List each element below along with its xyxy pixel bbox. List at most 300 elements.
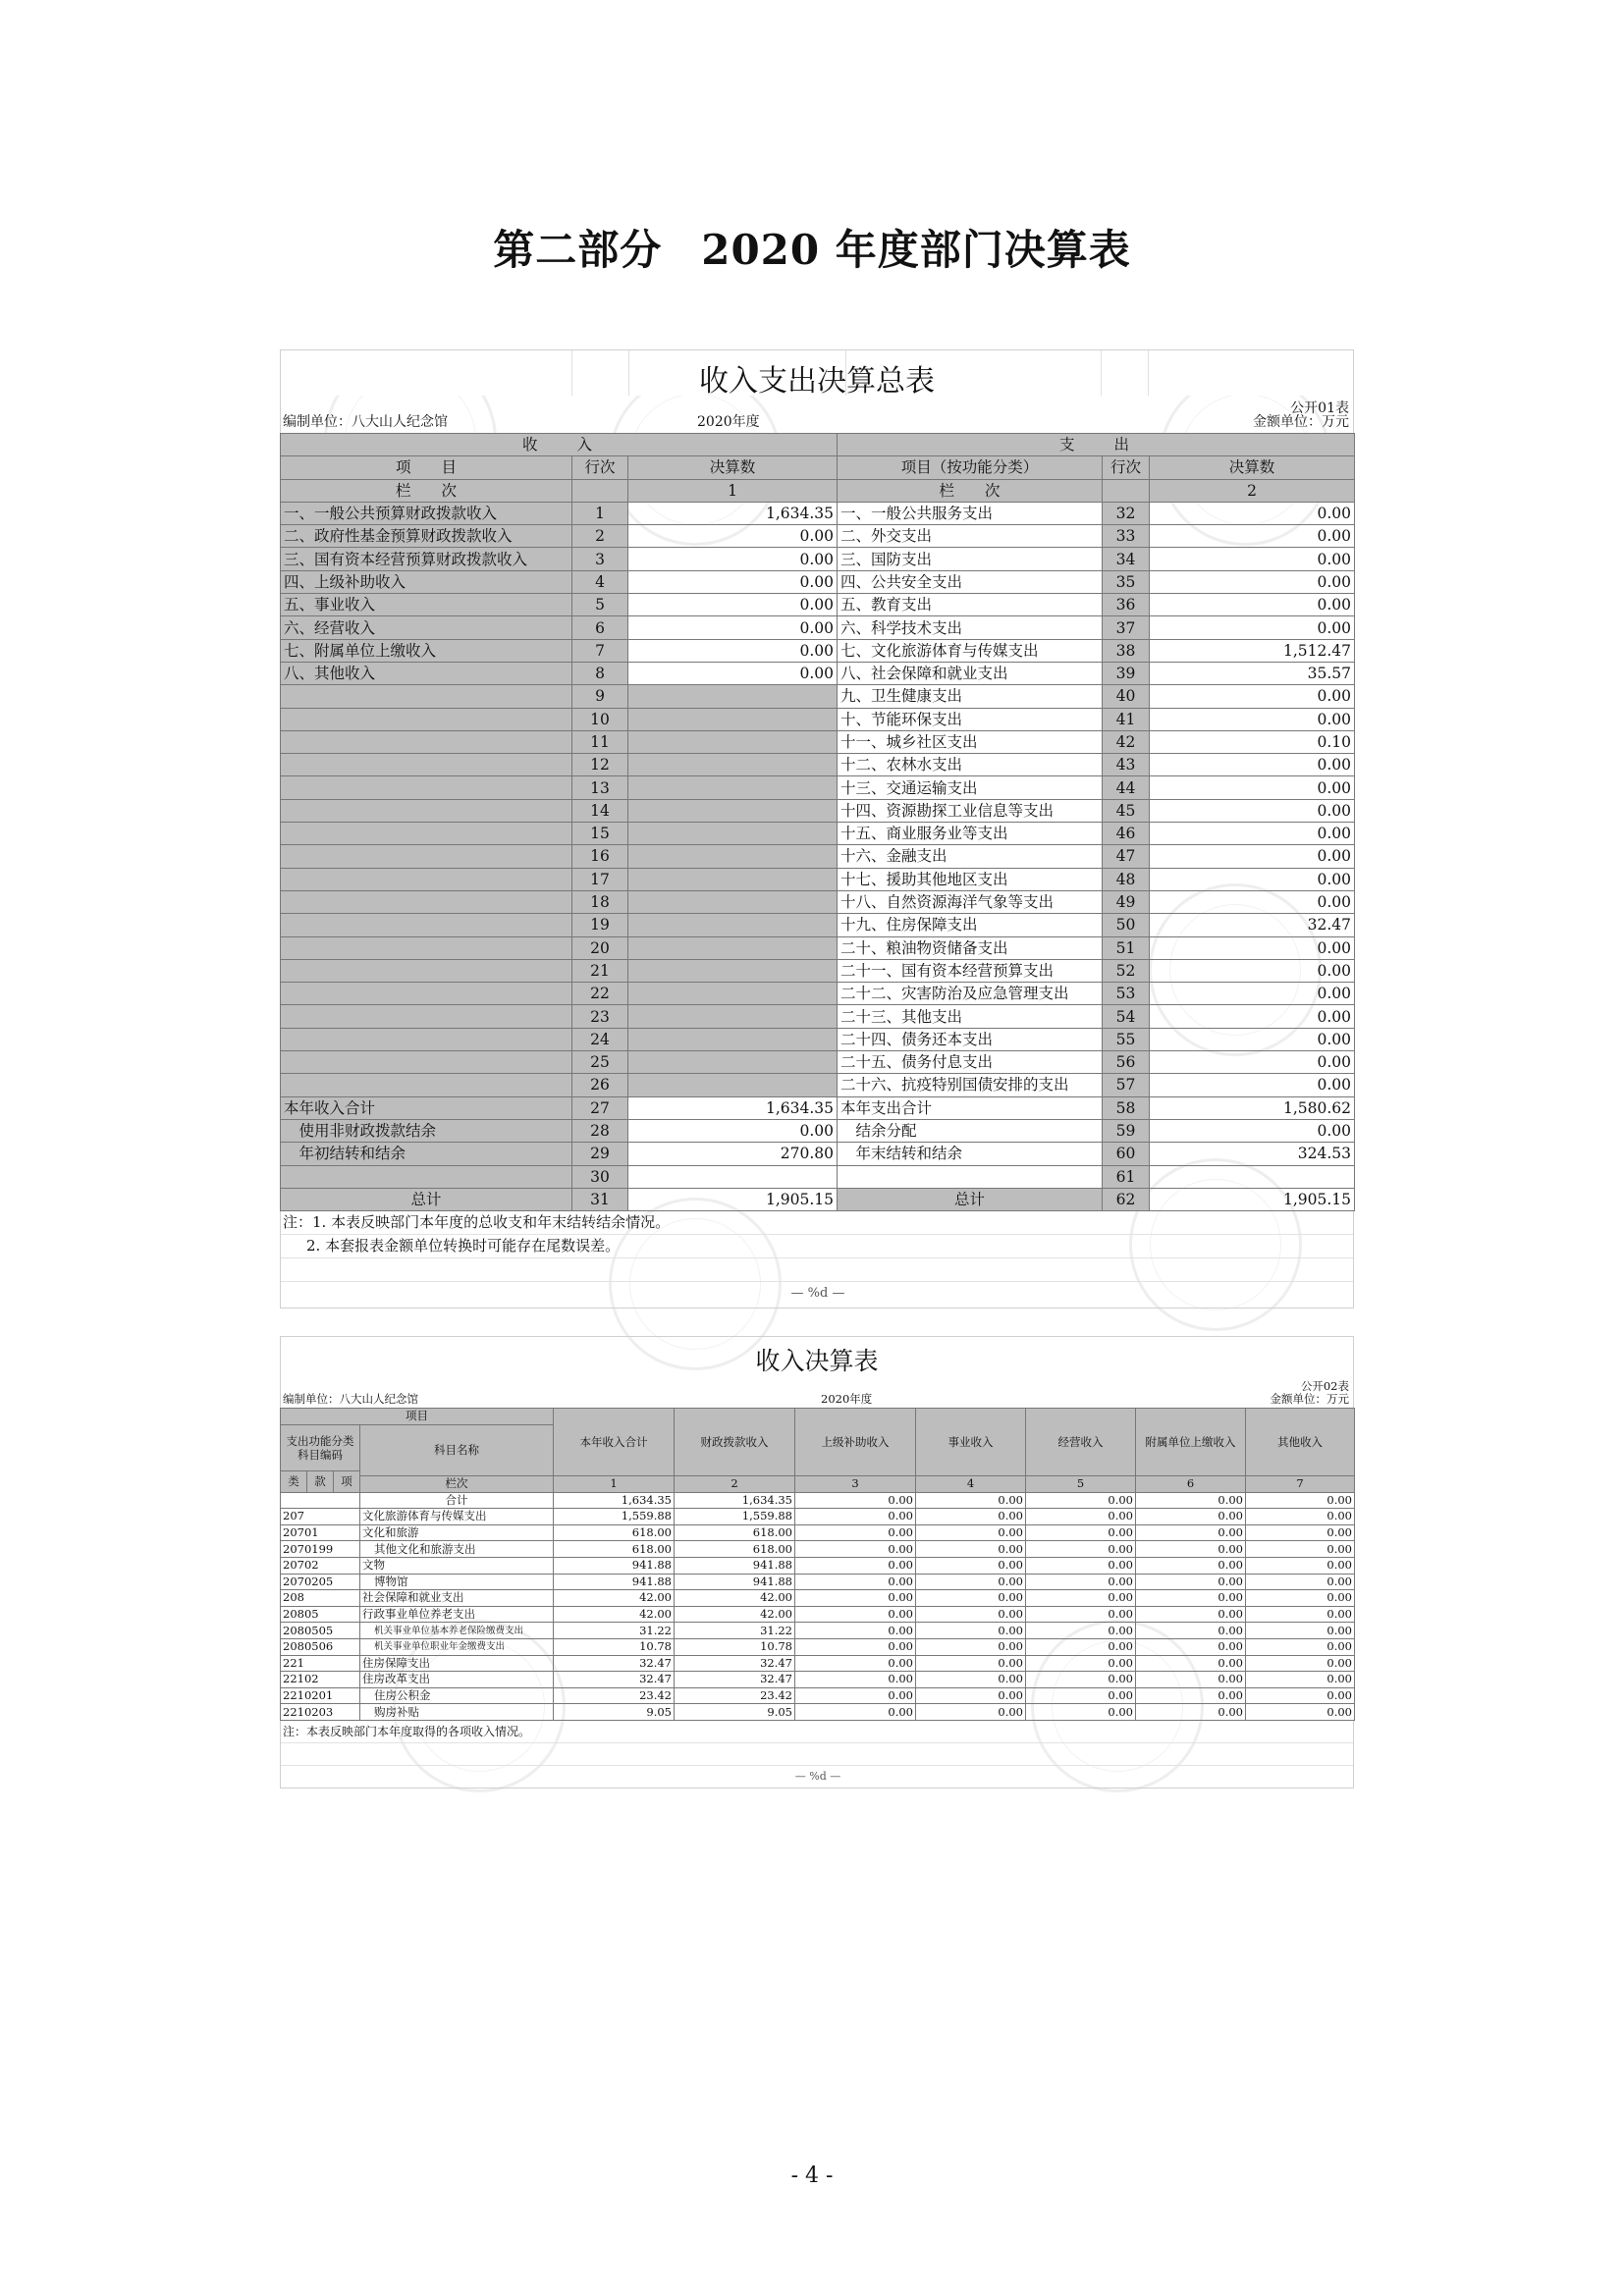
subject-name: 住房改革支出	[360, 1672, 554, 1688]
amount: 0.00	[916, 1541, 1026, 1558]
expense-item: 二十六、抗疫特别国债安排的支出	[838, 1074, 1103, 1096]
expense-item: 十七、援助其他地区支出	[838, 868, 1103, 890]
amount: 0.00	[1246, 1541, 1355, 1558]
table-row	[281, 1143, 1355, 1165]
table1-caption: 收入支出决算总表	[280, 349, 1354, 396]
amount: 42.00	[675, 1590, 795, 1607]
subject-name: 住房保障支出	[360, 1655, 554, 1672]
subject-name: 文物	[360, 1557, 554, 1574]
expense-item: 十九、住房保障支出	[838, 914, 1103, 936]
expense-row-no: 44	[1103, 776, 1150, 799]
income-amount	[628, 754, 838, 776]
header-amount: 决算数	[628, 456, 838, 479]
amount: 0.00	[1026, 1638, 1136, 1655]
table-row	[281, 868, 1355, 890]
income-amount: 0.00	[628, 548, 838, 570]
table1-unit: 金额单位：万元	[1253, 414, 1349, 430]
income-row-no: 30	[572, 1165, 628, 1188]
expense-row-no: 47	[1103, 845, 1150, 868]
amount: 42.00	[554, 1590, 675, 1607]
income-item	[281, 914, 572, 936]
table-row	[281, 616, 1355, 639]
amount: 0.00	[1246, 1606, 1355, 1623]
amount: 0.00	[916, 1590, 1026, 1607]
expense-item: 二十、粮油物资储备支出	[838, 936, 1103, 959]
amount: 9.05	[554, 1704, 675, 1721]
income-item	[281, 868, 572, 890]
table-row	[281, 570, 1355, 593]
expense-row-no: 35	[1103, 570, 1150, 593]
expense-row-no: 59	[1103, 1119, 1150, 1142]
income-amount: 0.00	[628, 594, 838, 616]
amount: 0.00	[916, 1524, 1026, 1541]
table-row	[281, 776, 1355, 799]
amount: 1,559.88	[675, 1509, 795, 1525]
expense-amount: 0.00	[1150, 1005, 1355, 1028]
amount: 0.00	[1136, 1590, 1246, 1607]
amount: 0.00	[1026, 1687, 1136, 1704]
header-amount: 决算数	[1150, 456, 1355, 479]
income-item: 二、政府性基金预算财政拨款收入	[281, 525, 572, 548]
table-row	[281, 1524, 1355, 1541]
income-item: 三、国有资本经营预算财政拨款收入	[281, 548, 572, 570]
amount: 0.00	[795, 1638, 916, 1655]
page-title-text: 2020 年度部门决算表	[701, 226, 1131, 274]
income-amount	[628, 776, 838, 799]
table2-year: 2020年度	[821, 1392, 873, 1406]
amount: 0.00	[1246, 1704, 1355, 1721]
income-item	[281, 1165, 572, 1188]
header-col-label: 栏次	[360, 1476, 554, 1493]
table-row	[281, 730, 1355, 753]
expense-amount: 0.00	[1150, 685, 1355, 708]
expense-row-no: 40	[1103, 685, 1150, 708]
income-amount: 0.00	[628, 570, 838, 593]
income-item	[281, 890, 572, 913]
expense-item: 本年支出合计	[838, 1096, 1103, 1119]
expense-row-no: 42	[1103, 730, 1150, 753]
table2-meta	[280, 1376, 1354, 1408]
page-title	[0, 218, 1624, 277]
amount: 0.00	[1246, 1687, 1355, 1704]
expense-amount: 0.00	[1150, 1051, 1355, 1074]
table-row	[281, 594, 1355, 616]
table2-note: 注：本表反映部门本年度取得的各项收入情况。	[281, 1721, 1353, 1743]
income-item: 本年收入合计	[281, 1096, 572, 1119]
income-item	[281, 754, 572, 776]
header-project: 项目	[281, 1409, 554, 1425]
table1-body	[281, 502, 1355, 1210]
header-col: 附属单位上缴收入	[1136, 1409, 1246, 1476]
expense-item: 五、教育支出	[838, 594, 1103, 616]
amount: 0.00	[1026, 1606, 1136, 1623]
subject-name: 其他文化和旅游支出	[360, 1541, 554, 1558]
table2-footer: — %d —	[794, 1769, 841, 1783]
income-amount	[628, 868, 838, 890]
amount: 0.00	[1026, 1541, 1136, 1558]
amount: 0.00	[1026, 1623, 1136, 1639]
expense-row-no: 51	[1103, 936, 1150, 959]
amount: 618.00	[554, 1524, 675, 1541]
expense-item: 十、节能环保支出	[838, 708, 1103, 730]
header-expense: 支 出	[838, 434, 1355, 456]
subject-name: 文化旅游体育与传媒支出	[360, 1509, 554, 1525]
amount: 32.47	[554, 1655, 675, 1672]
amount: 0.00	[1026, 1704, 1136, 1721]
income-row-no: 22	[572, 983, 628, 1005]
func-code: 2080506	[281, 1638, 360, 1655]
income-amount	[628, 708, 838, 730]
amount: 941.88	[554, 1557, 675, 1574]
income-item	[281, 1074, 572, 1096]
income-item	[281, 776, 572, 799]
table-row	[281, 1638, 1355, 1655]
table2-unit-name: 编制单位：八大山人纪念馆	[283, 1392, 418, 1406]
income-row-no: 13	[572, 776, 628, 799]
expense-amount: 0.00	[1150, 890, 1355, 913]
amount: 0.00	[1246, 1672, 1355, 1688]
amount: 0.00	[795, 1606, 916, 1623]
expense-item: 十六、金融支出	[838, 845, 1103, 868]
expense-amount: 0.00	[1150, 983, 1355, 1005]
table1-grid	[280, 433, 1355, 1211]
income-item	[281, 708, 572, 730]
expense-row-no: 62	[1103, 1188, 1150, 1210]
amount: 0.00	[795, 1655, 916, 1672]
total-value: 0.00	[795, 1492, 916, 1509]
amount: 32.47	[675, 1655, 795, 1672]
table-row	[281, 754, 1355, 776]
amount: 23.42	[554, 1687, 675, 1704]
expense-amount: 0.00	[1150, 959, 1355, 982]
amount: 618.00	[675, 1541, 795, 1558]
expense-amount: 0.00	[1150, 594, 1355, 616]
subject-name: 住房公积金	[360, 1687, 554, 1704]
amount: 0.00	[1026, 1590, 1136, 1607]
expense-item: 总计	[838, 1188, 1103, 1210]
expense-item: 二十三、其他支出	[838, 1005, 1103, 1028]
income-amount: 1,634.35	[628, 502, 838, 524]
income-row-no: 19	[572, 914, 628, 936]
table1-notes	[280, 1211, 1354, 1308]
income-row-no: 10	[572, 708, 628, 730]
income-item: 六、经营收入	[281, 616, 572, 639]
income-row-no: 12	[572, 754, 628, 776]
expense-amount: 1,512.47	[1150, 639, 1355, 662]
income-amount	[628, 730, 838, 753]
income-item	[281, 936, 572, 959]
table-row	[281, 708, 1355, 730]
income-amount	[628, 959, 838, 982]
expense-amount: 0.00	[1150, 936, 1355, 959]
expense-amount: 0.00	[1150, 548, 1355, 570]
func-code: 20805	[281, 1606, 360, 1623]
header-col: 事业收入	[916, 1409, 1026, 1476]
income-item	[281, 823, 572, 845]
expense-item: 十二、农林水支出	[838, 754, 1103, 776]
amount: 0.00	[1246, 1655, 1355, 1672]
income-row-no: 21	[572, 959, 628, 982]
amount: 0.00	[1026, 1655, 1136, 1672]
expense-row-no: 33	[1103, 525, 1150, 548]
amount: 0.00	[1246, 1509, 1355, 1525]
expense-item: 十八、自然资源海洋气象等支出	[838, 890, 1103, 913]
header-income: 收 入	[281, 434, 838, 456]
table-row	[281, 1028, 1355, 1050]
expense-item: 六、科学技术支出	[838, 616, 1103, 639]
expense-row-no: 57	[1103, 1074, 1150, 1096]
amount: 0.00	[1246, 1574, 1355, 1590]
table-row-total	[281, 1492, 1355, 1509]
income-amount	[628, 1165, 838, 1188]
subject-name: 社会保障和就业支出	[360, 1590, 554, 1607]
table1-note: 注：1. 本表反映部门本年度的总收支和年末结转结余情况。	[281, 1211, 1353, 1235]
table-row	[281, 1655, 1355, 1672]
func-code: 20701	[281, 1524, 360, 1541]
expense-amount: 0.00	[1150, 799, 1355, 822]
income-amount	[628, 936, 838, 959]
income-row-no: 14	[572, 799, 628, 822]
income-row-no: 1	[572, 502, 628, 524]
expense-amount: 0.00	[1150, 868, 1355, 890]
table1-meta	[280, 396, 1354, 433]
page-title-part: 第二部分	[493, 226, 663, 274]
income-amount: 1,905.15	[628, 1188, 838, 1210]
table-row	[281, 525, 1355, 548]
table-row	[281, 1557, 1355, 1574]
amount: 0.00	[1026, 1557, 1136, 1574]
income-item: 八、其他收入	[281, 662, 572, 684]
amount: 0.00	[1026, 1672, 1136, 1688]
expense-row-no: 43	[1103, 754, 1150, 776]
amount: 0.00	[1136, 1704, 1246, 1721]
income-item	[281, 1005, 572, 1028]
amount: 31.22	[675, 1623, 795, 1639]
amount: 0.00	[795, 1557, 916, 1574]
func-code: 2070205	[281, 1574, 360, 1590]
income-table	[280, 1336, 1354, 1789]
income-item: 总计	[281, 1188, 572, 1210]
header-xiang: 项	[334, 1471, 360, 1492]
total-value: 0.00	[1136, 1492, 1246, 1509]
income-item	[281, 983, 572, 1005]
income-row-no: 3	[572, 548, 628, 570]
income-row-no: 20	[572, 936, 628, 959]
expense-amount: 0.00	[1150, 1074, 1355, 1096]
amount: 0.00	[1246, 1638, 1355, 1655]
expense-item: 二十一、国有资本经营预算支出	[838, 959, 1103, 982]
header-col-num: 7	[1246, 1476, 1355, 1493]
amount: 0.00	[1246, 1590, 1355, 1607]
expense-row-no: 52	[1103, 959, 1150, 982]
amount: 0.00	[1136, 1623, 1246, 1639]
expense-amount: 1,580.62	[1150, 1096, 1355, 1119]
expense-item: 十一、城乡社区支出	[838, 730, 1103, 753]
amount: 0.00	[916, 1655, 1026, 1672]
subject-name: 购房补贴	[360, 1704, 554, 1721]
amount: 0.00	[916, 1623, 1026, 1639]
expense-item: 二十二、灾害防治及应急管理支出	[838, 983, 1103, 1005]
subject-name: 博物馆	[360, 1574, 554, 1590]
amount: 0.00	[795, 1541, 916, 1558]
func-code: 221	[281, 1655, 360, 1672]
header-col-label: 栏 次	[838, 479, 1103, 502]
income-amount: 270.80	[628, 1143, 838, 1165]
header-item: 项 目	[281, 456, 572, 479]
table-row	[281, 1188, 1355, 1210]
table-row	[281, 936, 1355, 959]
expense-row-no: 50	[1103, 914, 1150, 936]
income-item: 五、事业收入	[281, 594, 572, 616]
expense-row-no: 45	[1103, 799, 1150, 822]
header-col: 经营收入	[1026, 1409, 1136, 1476]
table-row	[281, 1165, 1355, 1188]
amount: 0.00	[1136, 1638, 1246, 1655]
subject-name: 机关事业单位基本养老保险缴费支出	[360, 1623, 554, 1639]
income-row-no: 31	[572, 1188, 628, 1210]
table-row	[281, 548, 1355, 570]
expense-row-no: 46	[1103, 823, 1150, 845]
income-row-no: 4	[572, 570, 628, 593]
expense-item: 二十四、债务还本支出	[838, 1028, 1103, 1050]
amount: 42.00	[554, 1606, 675, 1623]
income-row-no: 25	[572, 1051, 628, 1074]
amount: 941.88	[554, 1574, 675, 1590]
amount: 32.47	[554, 1672, 675, 1688]
table-row	[281, 1590, 1355, 1607]
expense-amount: 35.57	[1150, 662, 1355, 684]
func-code: 20702	[281, 1557, 360, 1574]
expense-amount: 0.10	[1150, 730, 1355, 753]
header-col-num: 4	[916, 1476, 1026, 1493]
amount: 0.00	[916, 1509, 1026, 1525]
income-amount: 0.00	[628, 662, 838, 684]
income-amount	[628, 845, 838, 868]
expense-row-no: 32	[1103, 502, 1150, 524]
income-item: 四、上级补助收入	[281, 570, 572, 593]
func-code: 208	[281, 1590, 360, 1607]
amount: 0.00	[1136, 1509, 1246, 1525]
table-row	[281, 1119, 1355, 1142]
table2-grid	[280, 1408, 1355, 1721]
expense-amount	[1150, 1165, 1355, 1188]
income-row-no: 7	[572, 639, 628, 662]
income-item	[281, 1051, 572, 1074]
amount: 9.05	[675, 1704, 795, 1721]
amount: 31.22	[554, 1623, 675, 1639]
amount: 0.00	[1136, 1524, 1246, 1541]
table1-footer: — %d —	[790, 1286, 845, 1302]
table-row	[281, 1704, 1355, 1721]
expense-amount: 0.00	[1150, 776, 1355, 799]
income-amount	[628, 890, 838, 913]
amount: 23.42	[675, 1687, 795, 1704]
func-code: 2080505	[281, 1623, 360, 1639]
table-row	[281, 1623, 1355, 1639]
header-col: 上级补助收入	[795, 1409, 916, 1476]
table-row	[281, 1672, 1355, 1688]
expense-row-no: 37	[1103, 616, 1150, 639]
func-code: 207	[281, 1509, 360, 1525]
expense-row-no: 58	[1103, 1096, 1150, 1119]
header-col: 本年收入合计	[554, 1409, 675, 1476]
table-row	[281, 502, 1355, 524]
expense-amount: 0.00	[1150, 823, 1355, 845]
expense-row-no: 41	[1103, 708, 1150, 730]
expense-amount: 0.00	[1150, 754, 1355, 776]
amount: 0.00	[795, 1524, 916, 1541]
amount: 0.00	[1246, 1623, 1355, 1639]
amount: 618.00	[554, 1541, 675, 1558]
income-row-no: 29	[572, 1143, 628, 1165]
table1-code: 公开01表	[1290, 400, 1349, 416]
income-item	[281, 959, 572, 982]
header-kuan: 款	[307, 1471, 334, 1492]
income-amount	[628, 799, 838, 822]
expense-row-no: 36	[1103, 594, 1150, 616]
table2-unit: 金额单位：万元	[1270, 1392, 1349, 1406]
header-item-func: 项目（按功能分类）	[838, 456, 1103, 479]
income-amount	[628, 1028, 838, 1050]
header-col-num: 5	[1026, 1476, 1136, 1493]
income-row-no: 18	[572, 890, 628, 913]
subject-name: 行政事业单位养老支出	[360, 1606, 554, 1623]
expense-row-no: 61	[1103, 1165, 1150, 1188]
expense-amount: 0.00	[1150, 502, 1355, 524]
expense-item: 九、卫生健康支出	[838, 685, 1103, 708]
table-row	[281, 639, 1355, 662]
income-row-no: 6	[572, 616, 628, 639]
table-row	[281, 799, 1355, 822]
header-col-2: 2	[1150, 479, 1355, 502]
expense-item: 二十五、债务付息支出	[838, 1051, 1103, 1074]
amount: 10.78	[554, 1638, 675, 1655]
income-row-no: 11	[572, 730, 628, 753]
table2-caption: 收入决算表	[280, 1336, 1354, 1376]
amount: 1,559.88	[554, 1509, 675, 1525]
amount: 0.00	[795, 1574, 916, 1590]
amount: 0.00	[916, 1574, 1026, 1590]
income-expense-summary-table	[280, 349, 1354, 1308]
expense-item: 十四、资源勘探工业信息等支出	[838, 799, 1103, 822]
expense-row-no: 48	[1103, 868, 1150, 890]
income-row-no: 16	[572, 845, 628, 868]
amount: 32.47	[675, 1672, 795, 1688]
income-amount: 0.00	[628, 616, 838, 639]
expense-amount: 0.00	[1150, 845, 1355, 868]
income-amount: 0.00	[628, 1119, 838, 1142]
expense-item: 十三、交通运输支出	[838, 776, 1103, 799]
income-item: 一、一般公共预算财政拨款收入	[281, 502, 572, 524]
income-amount: 0.00	[628, 639, 838, 662]
table1-unit-name: 编制单位：八大山人纪念馆	[283, 414, 448, 430]
func-code: 2210203	[281, 1704, 360, 1721]
amount: 10.78	[675, 1638, 795, 1655]
expense-item: 结余分配	[838, 1119, 1103, 1142]
expense-row-no: 60	[1103, 1143, 1150, 1165]
total-value: 1,634.35	[554, 1492, 675, 1509]
amount: 0.00	[795, 1672, 916, 1688]
expense-item: 一、一般公共服务支出	[838, 502, 1103, 524]
total-value: 0.00	[1246, 1492, 1355, 1509]
amount: 0.00	[1026, 1574, 1136, 1590]
amount: 0.00	[795, 1623, 916, 1639]
amount: 0.00	[1136, 1606, 1246, 1623]
income-amount	[628, 823, 838, 845]
header-func-code: 支出功能分类科目编码	[281, 1424, 360, 1471]
amount: 0.00	[1246, 1557, 1355, 1574]
amount: 0.00	[1136, 1672, 1246, 1688]
